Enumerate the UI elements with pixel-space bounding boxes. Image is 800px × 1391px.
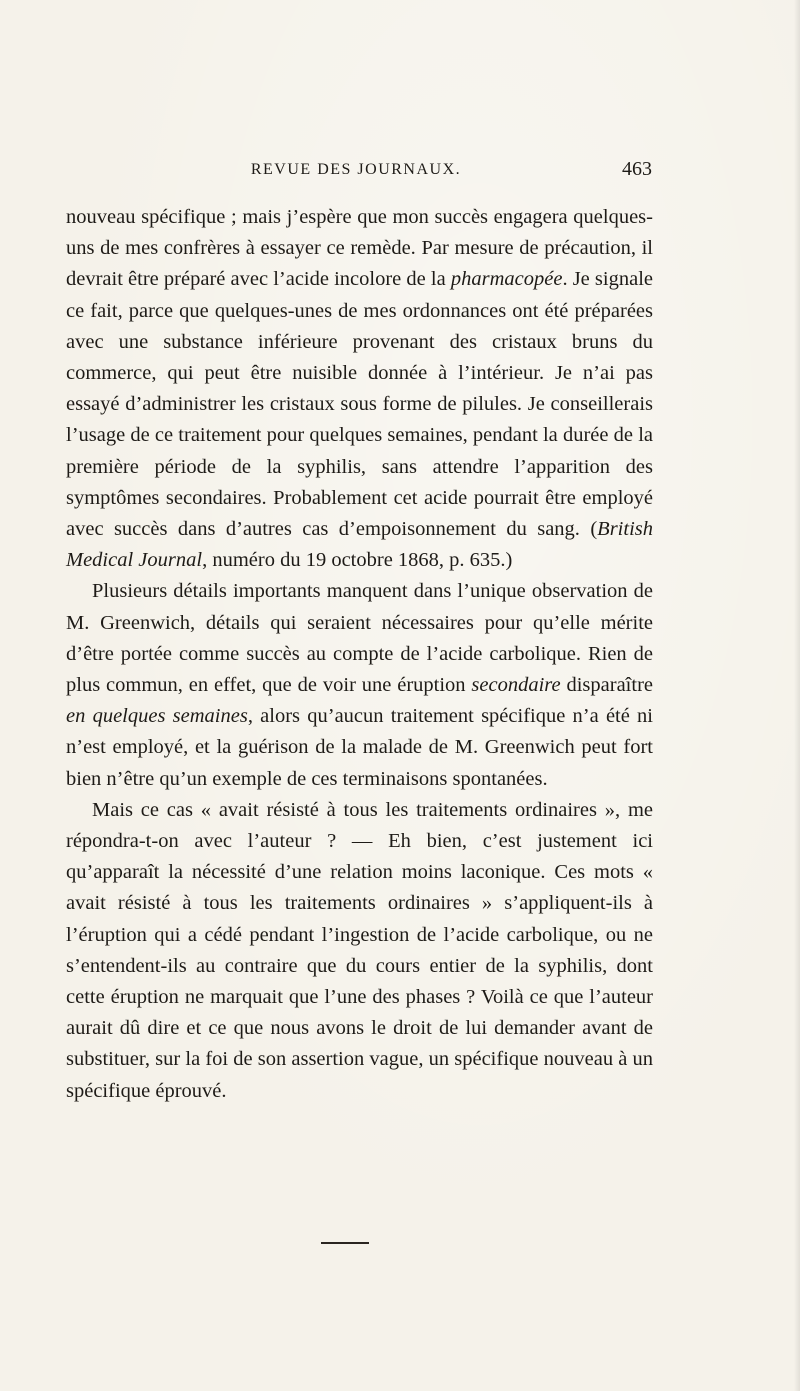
page-edge-shadow (794, 0, 800, 1391)
paragraph (66, 795, 653, 1107)
running-head (60, 158, 652, 188)
body-text (66, 202, 653, 1107)
page-number: 463 (622, 158, 652, 180)
italic-text: pharmacopée (450, 268, 563, 291)
text-run: Mais ce cas « avait résisté à tous les traitements ordinaires », me répondra-t-on avec l’auteur ? — Eh bien, c’est justement ici qu’apparaît la nécessité d’une relation moins laconique. Ces mots « avait résisté à tous les traitements ordinaires » s’appliquent-ils à l’éruption qui a cédé pendant l’ingestion de l’acide carbolique, ou ne s’entendent-ils au contraire que du cours entier de la syphilis, dont cette éruption ne marquait que l’une des phases ? Voilà ce que l’auteur aurait dû dire et ce que nous avons le droit de lui demander avant de substituer, sur la foi de son assertion vague, un spécifique nouveau à un spécifique éprouvé. (66, 798, 653, 1102)
paragraph (66, 576, 653, 794)
italic-text: secondaire (471, 674, 561, 697)
italic-text: en quelques semaines (66, 705, 248, 728)
text-run: , alors qu’aucun traitement spécifique n’a été ni n’est employé, et la guérison de la malade de M. Greenwich peut fort bien n’être qu’un exemple de ces terminaisons spontanées. (66, 705, 654, 790)
text-run: , numéro du 19 octobre 1868, p. 635.) (202, 549, 513, 572)
section-end-rule (321, 1242, 369, 1244)
text-run: disparaître (560, 674, 653, 697)
text-run: nouveau spécifique ; mais j’espère que mon succès engagera quelques-uns de mes confrères à essayer ce remède. Par mesure de précaution, il devrait être préparé avec l’acide incolore de la (66, 206, 653, 291)
text-run: Plusieurs détails importants manquent dans l’unique observation de M. Greenwich, détails qui seraient nécessaires pour qu’elle mérite d’être portée comme succès au compte de l’acide carbolique. Rien de plus commun, en effet, que de voir une éruption (66, 580, 653, 697)
text-run: . Je signale ce fait, parce que quelques-unes de mes ordonnances ont été préparées avec une substance inférieure provenant des cristaux bruns du commerce, qui peut être nuisible donnée à l’intérieur. Je n’ai pas essayé d’administrer les cristaux sous forme de pilules. Je conseillerais l’usage de ce traitement pour quelques semaines, pendant la durée de la première période de la syphilis, sans attendre l’apparition des symptômes secondaires. Probablement cet acide pourrait être employé avec succès dans d’autres cas d’empoisonnement du sang. ( (66, 268, 653, 541)
running-title: REVUE DES JOURNAUX. (250, 161, 462, 178)
paragraph (66, 202, 653, 576)
italic-text: British Medical Journal (66, 518, 653, 572)
